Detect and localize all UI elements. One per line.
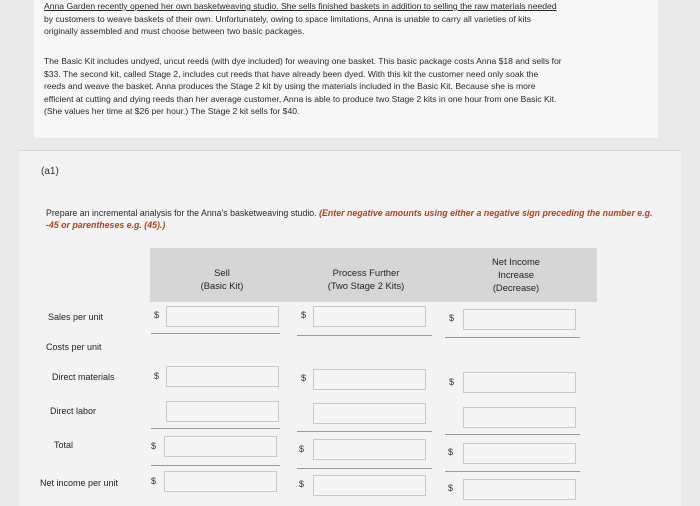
underline	[151, 333, 280, 334]
underline	[297, 335, 432, 336]
underline	[445, 434, 580, 435]
problem-text	[34, 0, 658, 138]
net-income-net-income-input[interactable]	[463, 479, 576, 500]
row-label-direct-materials: Direct materials	[52, 372, 115, 382]
total-process-further-input[interactable]	[313, 439, 426, 460]
row-label-direct-labor: Direct labor	[50, 406, 97, 416]
column-header-process-further: Process Further (Two Stage 2 Kits)	[327, 267, 405, 291]
sales-net-income-input[interactable]	[463, 309, 576, 330]
currency-symbol: $	[154, 310, 160, 320]
currency-symbol: $	[449, 377, 455, 387]
direct-labor-sell-input[interactable]	[166, 401, 279, 422]
currency-symbol: $	[448, 483, 454, 493]
direct-materials-sell-input[interactable]	[166, 366, 279, 387]
row-label-sales: Sales per unit	[48, 312, 104, 322]
currency-symbol: $	[301, 373, 307, 383]
row-label-total: Total	[54, 440, 74, 450]
currency-symbol: $	[449, 313, 455, 323]
part-label: (a1)	[41, 166, 59, 177]
underline	[151, 465, 280, 466]
row-label-net-income: Net income per unit	[40, 478, 119, 488]
problem-paragraph-2: The Basic Kit includes undyed, uncut reeds (with dye included) for weaving one basket. This basic package costs Anna $18 and sells for $33. The second kit, called Stage 2, includes cut reeds that have already been dyed. With this kit the customer need only soak the reeds and weave the basket. Anna produces the Stage 2 kit by using the materials included in the Basic Kit. Because she is more efficient at cutting and dying reeds than her average customer, Anna is able to produce two Stage 2 kits in one hour from one Basic Kit. (She values her time at $26 per hour.) The Stage 2 kit sells for $40.	[44, 56, 562, 117]
currency-symbol: $	[151, 476, 157, 486]
currency-symbol: $	[448, 447, 454, 457]
currency-symbol: $	[299, 479, 305, 489]
direct-labor-net-income-input[interactable]	[463, 407, 576, 428]
instructions	[46, 207, 656, 231]
currency-symbol: $	[151, 441, 157, 451]
column-header-net-income: Net Income Increase (Decrease)	[492, 256, 540, 293]
underline	[445, 471, 580, 472]
currency-symbol: $	[154, 371, 160, 381]
currency-symbol: $	[299, 444, 305, 454]
underline	[445, 337, 580, 338]
row-label-costs: Costs per unit	[46, 342, 102, 352]
net-income-process-further-input[interactable]	[313, 475, 426, 496]
total-sell-input[interactable]	[164, 436, 277, 457]
direct-materials-process-further-input[interactable]	[313, 369, 426, 390]
underline	[151, 428, 280, 429]
underline	[297, 431, 432, 432]
direct-labor-process-further-input[interactable]	[313, 403, 426, 424]
sales-process-further-input[interactable]	[313, 306, 426, 327]
column-header-sell: Sell (Basic Kit)	[200, 267, 244, 291]
sales-sell-input[interactable]	[166, 306, 279, 327]
currency-symbol: $	[301, 310, 307, 320]
underline	[297, 468, 432, 469]
total-net-income-input[interactable]	[463, 443, 576, 464]
direct-materials-net-income-input[interactable]	[463, 372, 576, 393]
instruction-text: Prepare an incremental analysis for the Anna's basketweaving studio.	[46, 208, 317, 218]
problem-paragraph-1: Anna Garden recently opened her own basketweaving studio. She sells finished baskets in addition to selling the raw materials needed by customers to weave baskets of their own. Unfortunately, owing to space limitations, Anna is unable to carry all varieties of kits originally assembled and must choose between two basic packages.	[44, 1, 557, 37]
instruction-emphasis: (Enter negative amounts using either a negative sign preceding the number e.g. -45 or parentheses e.g. (45).)	[46, 208, 653, 230]
net-income-sell-input[interactable]	[164, 471, 277, 492]
